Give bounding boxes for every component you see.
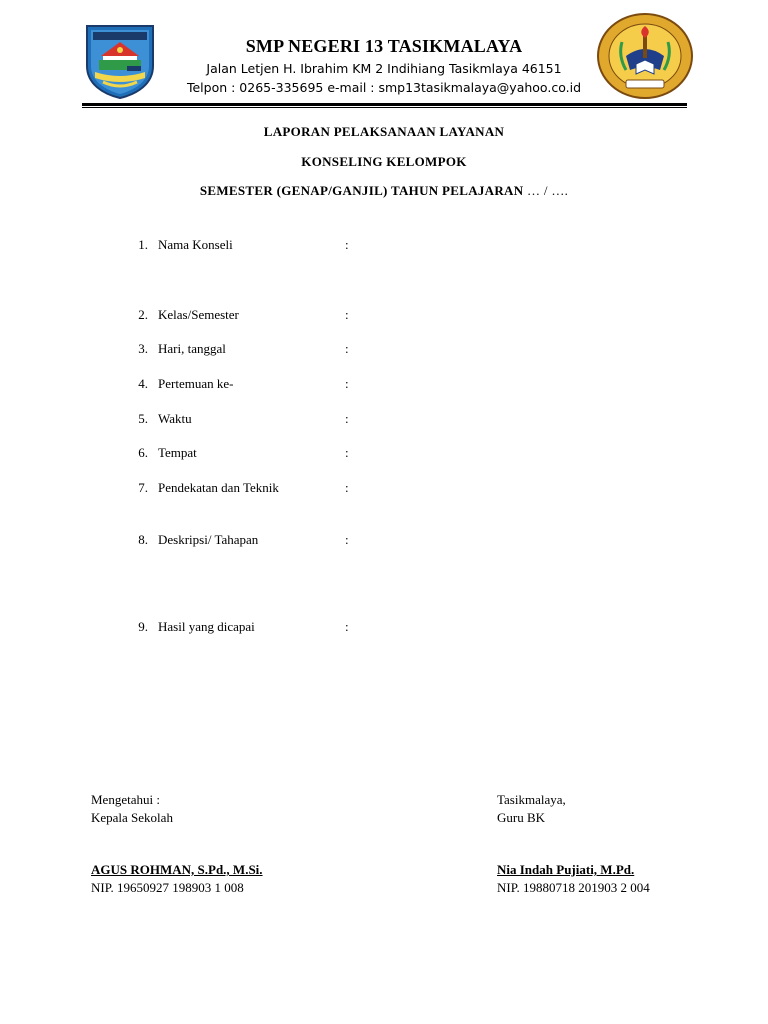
item-label: Nama Konseli — [158, 237, 233, 252]
item-number: 2. — [138, 307, 148, 322]
item-number: 6. — [138, 445, 148, 460]
item-colon: : — [345, 341, 349, 356]
item-number: 9. — [138, 619, 148, 634]
signature-left-role: Kepala Sekolah — [91, 810, 173, 825]
item-number: 7. — [138, 480, 148, 495]
item-colon: : — [345, 376, 349, 391]
letterhead-divider — [82, 103, 687, 108]
item-label: Kelas/Semester — [158, 307, 239, 322]
item-label: Deskripsi/ Tahapan — [158, 532, 259, 547]
form-item-pertemuan — [0, 376, 768, 394]
item-number: 3. — [138, 341, 148, 356]
item-colon: : — [345, 411, 349, 426]
form-item-pendekatan — [0, 480, 768, 498]
item-number: 1. — [138, 237, 148, 252]
signature-right-name: Nia Indah Pujiati, M.Pd. — [497, 862, 635, 877]
signature-left-nip: NIP. 19650927 198903 1 008 — [91, 880, 244, 895]
signature-right-nip: NIP. 19880718 201903 2 004 — [497, 880, 650, 895]
signature-right-place: Tasikmalaya, — [497, 792, 566, 807]
item-colon: : — [345, 445, 349, 460]
school-address: Jalan Letjen H. Ibrahim KM 2 Indihiang Tasikmlaya 46151 — [206, 61, 562, 76]
item-label: Tempat — [158, 445, 197, 460]
report-period-blank: … / …. — [523, 183, 569, 198]
form-item-tempat — [0, 445, 768, 463]
form-item-kelas-semester — [0, 307, 768, 325]
form-item-hari-tanggal — [0, 341, 768, 359]
school-contact: Telpon : 0265-335695 e-mail : smp13tasikmalaya@yahoo.co.id — [186, 80, 582, 95]
form-item-waktu — [0, 411, 768, 429]
item-label: Hasil yang dicapai — [158, 619, 255, 634]
item-number: 8. — [138, 532, 148, 547]
item-label: Hari, tanggal — [158, 341, 226, 356]
signature-left-caption: Mengetahui : — [91, 792, 160, 807]
school-name: SMP NEGERI 13 TASIKMALAYA — [245, 36, 523, 56]
form-item-nama-konseli — [0, 237, 768, 255]
item-colon: : — [345, 237, 349, 252]
form-item-hasil — [0, 619, 768, 637]
signature-right-role: Guru BK — [497, 810, 546, 825]
item-colon: : — [345, 307, 349, 322]
signature-left-name: AGUS ROHMAN, S.Pd., M.Si. — [91, 862, 263, 877]
item-colon: : — [345, 619, 349, 634]
report-subtitle: KONSELING KELOMPOK — [301, 154, 467, 169]
item-label: Pendekatan dan Teknik — [158, 480, 279, 495]
report-period-label: SEMESTER (GENAP/GANJIL) TAHUN PELAJARAN — [199, 183, 524, 198]
item-label: Pertemuan ke- — [158, 376, 234, 391]
report-period — [0, 183, 768, 199]
item-label: Waktu — [158, 411, 192, 426]
form-item-deskripsi — [0, 532, 768, 550]
item-number: 4. — [138, 376, 148, 391]
item-colon: : — [345, 480, 349, 495]
report-title: LAPORAN PELAKSANAAN LAYANAN — [263, 124, 505, 139]
item-number: 5. — [138, 411, 148, 426]
item-colon: : — [345, 532, 349, 547]
